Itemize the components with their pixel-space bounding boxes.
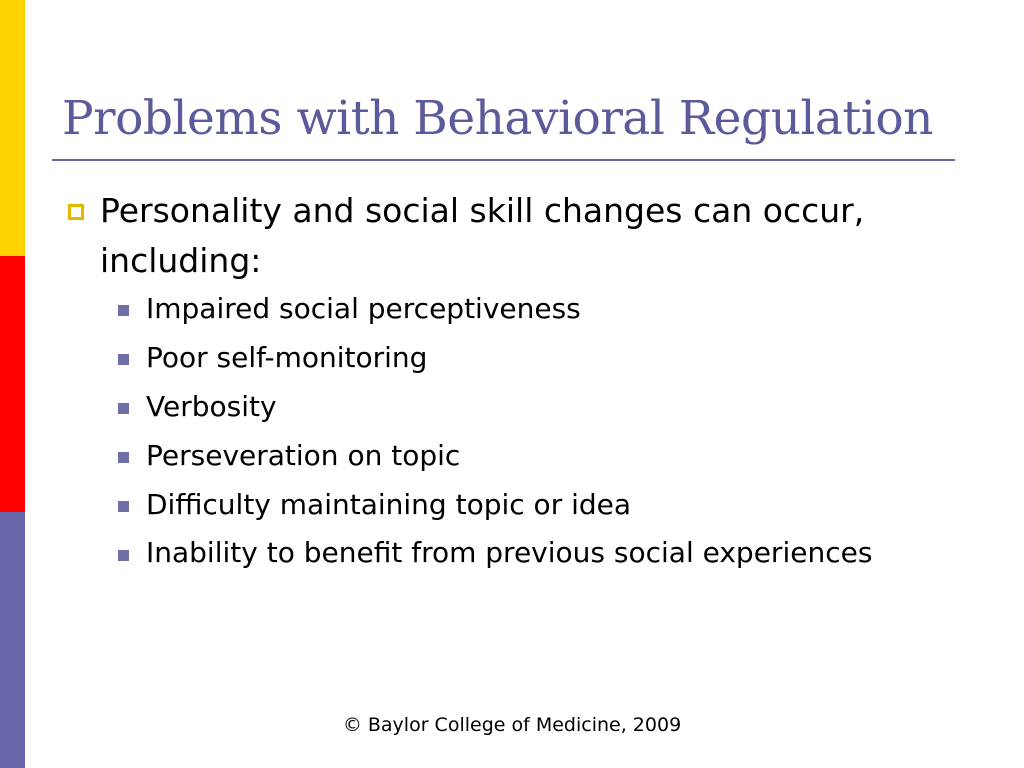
bullet-list: [64, 186, 944, 580]
sub-bullet-text: Perseveration on topic: [146, 439, 461, 472]
side-color-bar: [0, 0, 25, 768]
side-bar-yellow-segment: [0, 0, 25, 256]
side-bar-red-segment: [0, 256, 25, 512]
filled-square-bullet-icon: [118, 354, 129, 365]
sub-bullet-item: [100, 533, 944, 573]
title-underline: [52, 159, 955, 161]
filled-square-bullet-icon: [118, 501, 129, 512]
sub-bullet-text: Verbosity: [146, 390, 277, 423]
main-bullet-text: Personality and social skill changes can occur, including:: [100, 191, 865, 280]
hollow-square-bullet-icon: [68, 204, 84, 220]
filled-square-bullet-icon: [118, 550, 129, 561]
sub-bullet-item: [100, 288, 944, 330]
sub-bullet-item: [100, 435, 944, 477]
sub-bullet-item: [100, 386, 944, 428]
slide-title: Problems with Behavioral Regulation: [62, 91, 933, 146]
sub-bullet-text: Poor self-monitoring: [146, 341, 428, 374]
main-bullet: [64, 186, 944, 573]
copyright-footer: © Baylor College of Medicine, 2009: [342, 714, 682, 736]
sub-bullet-item: [100, 484, 944, 526]
sub-bullet-text: Impaired social perceptiveness: [146, 292, 581, 325]
filled-square-bullet-icon: [118, 403, 129, 414]
sub-bullet-list: [100, 288, 944, 573]
sub-bullet-text: Inability to benefit from previous social experiences: [146, 536, 873, 569]
sub-bullet-item: [100, 337, 944, 379]
filled-square-bullet-icon: [118, 452, 129, 463]
filled-square-bullet-icon: [118, 305, 129, 316]
sub-bullet-text: Difficulty maintaining topic or idea: [146, 488, 632, 521]
